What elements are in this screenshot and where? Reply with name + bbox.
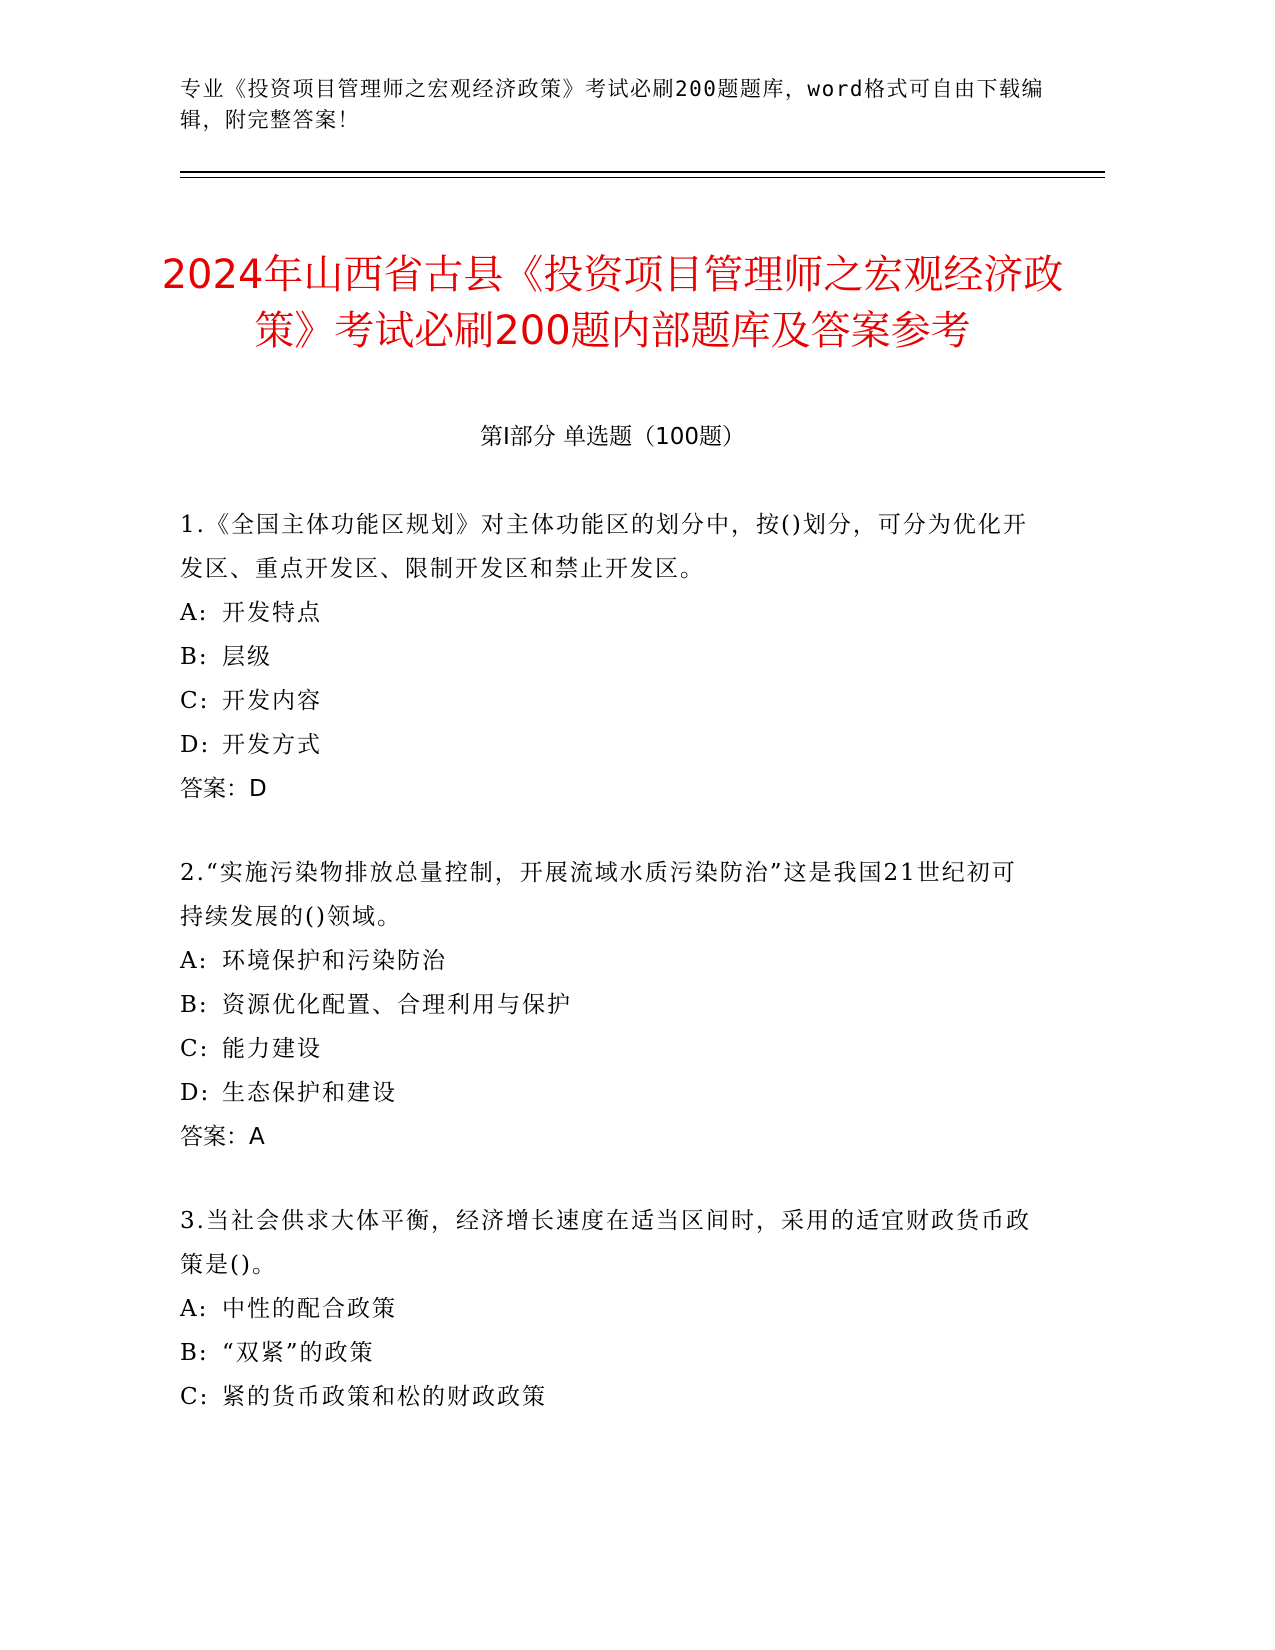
option-text: 中性的配合政策 bbox=[222, 1296, 397, 1322]
question-stem: 2.“实施污染物排放总量控制，开展流域水质污染防治”这是我国21世纪初可持续发展的()领域。 bbox=[180, 860, 1017, 930]
option-text: 开发方式 bbox=[222, 732, 322, 758]
option-text: 资源优化配置、合理利用与保护 bbox=[222, 992, 572, 1018]
question-2 bbox=[180, 851, 1040, 1159]
option-label: C: bbox=[180, 1384, 210, 1410]
option-label: C: bbox=[180, 688, 210, 714]
option-label: A: bbox=[180, 600, 209, 626]
option-label: A: bbox=[180, 1296, 209, 1322]
header-divider-thick bbox=[180, 171, 1105, 173]
header-note: 专业《投资项目管理师之宏观经济政策》考试必刷200题题库，word格式可自由下载编辑，附完整答案！ bbox=[180, 77, 1044, 132]
question-stem: 3.当社会供求大体平衡，经济增长速度在适当区间时，采用的适宜财政货币政策是()。 bbox=[180, 1208, 1031, 1278]
option-c bbox=[180, 1027, 1040, 1071]
option-c bbox=[180, 679, 1040, 723]
question-3 bbox=[180, 1199, 1040, 1419]
option-text: “双紧”的政策 bbox=[222, 1340, 375, 1366]
option-text: 开发特点 bbox=[222, 600, 322, 626]
option-label: D: bbox=[180, 1080, 211, 1106]
question-1 bbox=[180, 503, 1040, 811]
option-label: B: bbox=[180, 1340, 209, 1366]
option-text: 开发内容 bbox=[222, 688, 322, 714]
option-a bbox=[180, 939, 1040, 983]
document-title: 2024年山西省古县《投资项目管理师之宏观经济政策》考试必刷200题内部题库及答案参考 bbox=[161, 251, 1064, 354]
option-text: 生态保护和建设 bbox=[222, 1080, 397, 1106]
question-stem: 1.《全国主体功能区规划》对主体功能区的划分中，按()划分，可分为优化开发区、重点开发区、限制开发区和禁止开发区。 bbox=[180, 512, 1028, 582]
answer-line: 答案：D bbox=[180, 776, 267, 802]
option-d bbox=[180, 1071, 1040, 1115]
option-text: 层级 bbox=[222, 644, 272, 670]
option-b bbox=[180, 983, 1040, 1027]
option-label: B: bbox=[180, 992, 209, 1018]
option-text: 环境保护和污染防治 bbox=[222, 948, 447, 974]
option-b bbox=[180, 1331, 1040, 1375]
answer-line: 答案：A bbox=[180, 1124, 265, 1150]
option-d bbox=[180, 723, 1040, 767]
option-text: 紧的货币政策和松的财政政策 bbox=[222, 1384, 547, 1410]
option-c bbox=[180, 1375, 1040, 1419]
option-label: C: bbox=[180, 1036, 210, 1062]
option-b bbox=[180, 635, 1040, 679]
section-heading: 第Ⅰ部分 单选题（100题） bbox=[480, 424, 745, 450]
option-label: D: bbox=[180, 732, 211, 758]
question-list bbox=[180, 503, 1040, 1459]
option-a bbox=[180, 1287, 1040, 1331]
option-label: B: bbox=[180, 644, 209, 670]
option-a bbox=[180, 591, 1040, 635]
option-text: 能力建设 bbox=[222, 1036, 322, 1062]
option-label: A: bbox=[180, 948, 209, 974]
header-divider-thin bbox=[180, 177, 1105, 178]
